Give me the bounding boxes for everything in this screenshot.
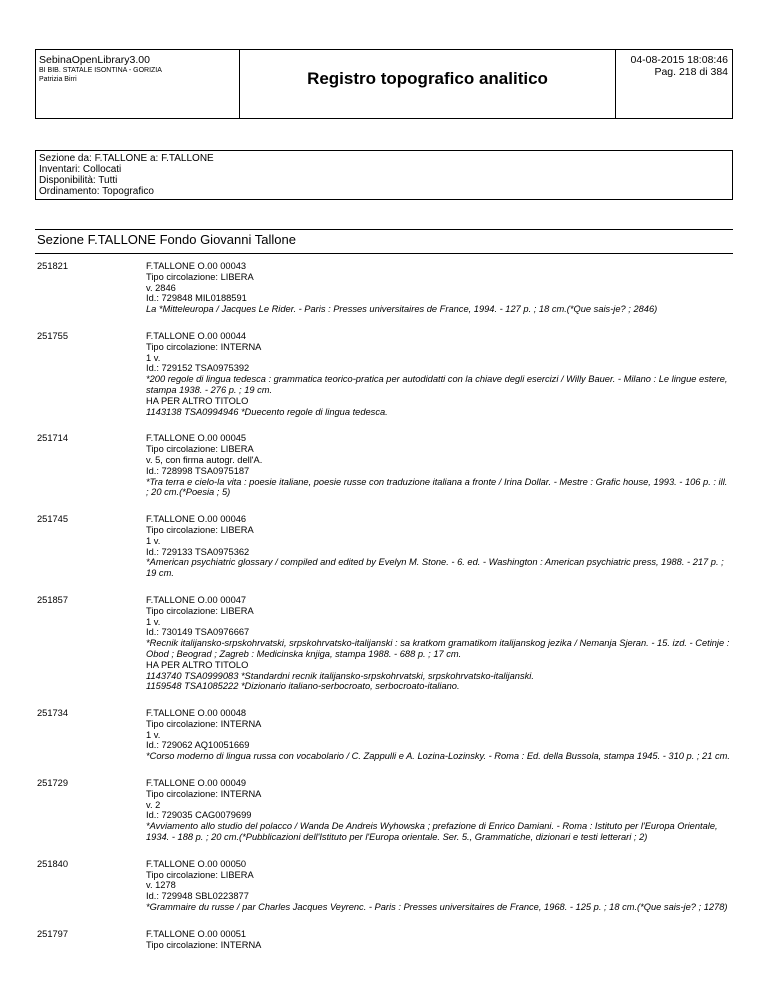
record-identifier: Id.: 729035 CAG0079699 [146,810,252,821]
record-description: *Tra terra e cielo-la vita : poesie italiane, poesie russe con traduzione italiana a fronte / Irina Dollar. - Mestre : Grafic house, 1993. - 106 p. : ill. ; 20 cm.(*Poesia ; 5) [146,476,728,498]
section-rule-top [35,229,733,230]
record-collocation: F.TALLONE O.00 00050 [146,858,247,869]
header-divider [615,50,616,118]
record-other-title-heading: HA PER ALTRO TITOLO [146,659,249,670]
filter-inventari: Inventari: Collocati [39,164,122,175]
record-volume: 1 v. [146,729,161,740]
record-body [146,859,731,913]
record-circulation: Tipo circolazione: LIBERA [146,524,254,535]
record-collocation: F.TALLONE O.00 00046 [146,514,247,525]
record-other-title-heading: HA PER ALTRO TITOLO [146,395,249,406]
record-volume: v. 2846 [146,282,176,293]
record-row [37,514,731,579]
record-body [146,595,731,692]
record-body [146,261,731,315]
record-volume: v. 2 [146,799,161,810]
record-row [37,261,731,315]
record-identifier: Id.: 730149 TSA0976667 [146,627,250,638]
record-collocation: F.TALLONE O.00 00044 [146,330,247,341]
record-circulation: Tipo circolazione: LIBERA [146,271,254,282]
record-description: *Corso moderno di lingua russa con vocabolario / C. Zappulli e A. Lozina-Lozinsky. - Roma : Ed. della Bussola, stampa 1945. - 310 p. ; 21 cm. [146,751,730,762]
record-other-title: 1143138 TSA0994946 *Duecento regole di lingua tedesca. [146,406,388,417]
report-header [35,49,733,119]
record-volume: 1 v. [146,535,161,546]
header-right [631,54,729,78]
record-identifier: Id.: 729062 AQ10051669 [146,740,250,751]
record-description: La *Mitteleuropa / Jacques Le Rider. - Paris : Presses universitaires de France, 1994. - 127 p. ; 18 cm.(*Que sais-je? ; 2846) [146,304,658,315]
record-row [37,433,731,498]
record-inventory-number: 251729 [37,778,69,789]
page-counter: Pag. 218 di 384 [654,66,728,78]
record-circulation: Tipo circolazione: LIBERA [146,444,254,455]
record-collocation: F.TALLONE O.00 00049 [146,778,247,789]
record-row [37,778,731,843]
record-body [146,708,731,762]
app-name: SebinaOpenLibrary3.00 [39,54,150,66]
section-rule-bottom [35,253,733,254]
record-body [146,929,731,951]
record-circulation: Tipo circolazione: INTERNA [146,939,262,950]
filter-box [35,150,733,200]
record-volume: v. 5, con firma autogr. dell'A. [146,454,263,465]
record-body [146,514,731,579]
record-row [37,929,731,951]
record-collocation: F.TALLONE O.00 00045 [146,433,247,444]
record-identifier: Id.: 728998 TSA0975187 [146,465,250,476]
record-circulation: Tipo circolazione: INTERNA [146,788,262,799]
record-collocation: F.TALLONE O.00 00043 [146,261,247,271]
record-identifier: Id.: 729152 TSA0975392 [146,363,250,374]
record-inventory-number: 251755 [37,330,69,341]
record-volume: v. 1278 [146,880,176,891]
section-title: Sezione F.TALLONE Fondo Giovanni Tallone [37,232,296,247]
header-left [39,54,239,84]
record-inventory-number: 251745 [37,514,69,525]
record-circulation: Tipo circolazione: INTERNA [146,341,262,352]
record-other-title: 1159548 TSA1085222 *Dizionario italiano-serbocroato, serbocroato-italiano. [146,681,460,692]
record-body [146,433,731,498]
record-row [37,331,731,417]
filter-sezione: Sezione da: F.TALLONE a: F.TALLONE [39,153,214,164]
record-description: *Avviamento allo studio del polacco / Wanda De Andreis Wyhowska ; prefazione di Enrico Damiani. - Roma : Istituto per l'Europa Orientale, 1934. - 188 p. ; 20 cm.(*Pubblicazioni dell'Istituto per l'Europa orientale. Ser. 5., Grammatiche, dizionari e testi letterari ; 2) [146,821,718,843]
library-name: BI BIB. STATALE ISONTINA - GORIZIA [39,67,162,74]
record-body [146,778,731,843]
record-volume: 1 v. [146,616,161,627]
record-identifier: Id.: 729848 MIL0188591 [146,293,247,304]
record-collocation: F.TALLONE O.00 00051 [146,928,247,939]
record-inventory-number: 251857 [37,594,69,605]
filter-disponibilita: Disponibilità: Tutti [39,175,118,186]
record-inventory-number: 251840 [37,858,69,869]
report-datetime: 04-08-2015 18:08:46 [630,54,728,66]
record-identifier: Id.: 729133 TSA0975362 [146,546,250,557]
user-name: Patrizia Birri [39,76,77,83]
record-description: *American psychiatric glossary / compiled and edited by Evelyn M. Stone. - 6. ed. - Washington : American psychiatric press, 1988. - 217 p. ; 19 cm. [146,557,724,579]
record-collocation: F.TALLONE O.00 00047 [146,594,247,605]
record-description: *Recnik italijansko-srpskohrvatski, srpskohrvatsko-italijanski : sa kratkom gramatikom italijanskog jezika / Nemanja Sjeran. - 15. izd. - Cetinje : Obod ; Beograd ; Zagreb : Medicinska knjiga, stampa 1988. - 688 p. ; 17 cm. [146,638,730,659]
report-title: Registro topografico analitico [307,69,548,88]
record-row [37,859,731,913]
record-identifier: Id.: 729948 SBL0223877 [146,891,249,902]
record-circulation: Tipo circolazione: LIBERA [146,605,254,616]
record-volume: 1 v. [146,352,161,363]
record-inventory-number: 251714 [37,433,69,444]
record-description: *Grammaire du russe / par Charles Jacques Veyrenc. - Paris : Presses universitaires de France, 1968. - 125 p. ; 18 cm.(*Que sais-je? ; 1278) [146,902,728,913]
record-list [37,261,731,966]
record-collocation: F.TALLONE O.00 00048 [146,708,247,719]
record-other-title: 1143740 TSA0999083 *Standardni recnik italijansko-srpskohrvatski, srpskohrvatsko-italijanski. [146,670,534,681]
record-inventory-number: 251821 [37,261,69,271]
record-description: *200 regole di lingua tedesca : grammatica teorico-pratica per autodidatti con la chiave degli esercizi / Willy Bauer. - Milano : Le lingue estere, stampa 1938. - 276 p. ; 19 cm. [146,374,728,395]
record-inventory-number: 251797 [37,928,69,939]
record-row [37,708,731,762]
record-inventory-number: 251734 [37,708,69,719]
record-circulation: Tipo circolazione: INTERNA [146,718,262,729]
record-circulation: Tipo circolazione: LIBERA [146,869,254,880]
filter-ordinamento: Ordinamento: Topografico [39,186,154,197]
record-row [37,595,731,692]
record-body [146,331,731,417]
